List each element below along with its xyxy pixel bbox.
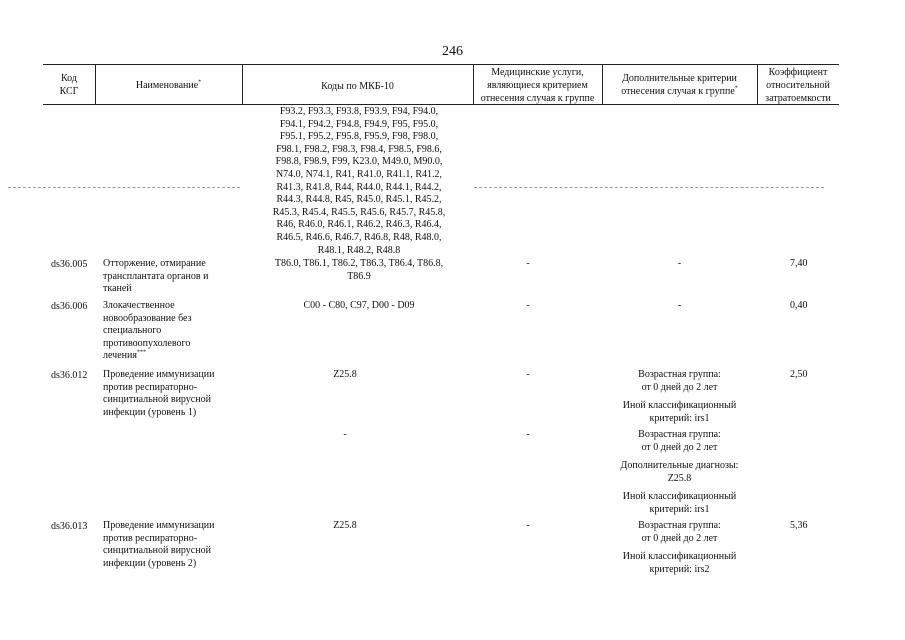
row-coef: 5,36 <box>790 520 808 531</box>
ksg-code: ds36.013 <box>51 521 88 532</box>
header-extra-line-2: отнесения случая к группе* <box>621 85 738 97</box>
row-coef: 7,40 <box>790 258 808 269</box>
row-services: - <box>526 369 530 380</box>
row-mkb: Z25.8 <box>333 369 357 380</box>
header-name-note: * <box>198 79 202 86</box>
mkb-line: F98.1, F98.2, F98.3, F98.4, F98.5, F98.6, <box>276 143 442 155</box>
scan-artifact-left <box>8 187 240 188</box>
scan-artifact-right <box>474 187 824 188</box>
row-mkb: T86.0, T86.1, T86.2, T86.3, T86.4, T86.8, T86.9 <box>274 258 444 282</box>
row-extra: Возрастная группа: от 0 дней до 2 лет Иной классификационный критерий: irs1 <box>622 369 737 424</box>
row-extra: - <box>677 258 682 269</box>
mkb-line: F98.8, F98.9, F99, K23.0, M49.0, M90.0, <box>275 156 443 168</box>
mkb-line: R46, R46.0, R46.1, R46.2, R46.3, R46.4, <box>276 219 442 231</box>
page-number: 246 <box>442 44 463 59</box>
row-services: - <box>526 520 530 531</box>
mkb-line: R41.3, R41.8, R44, R44.0, R44.1, R44.2, <box>276 181 442 193</box>
header-services-line-3: отнесения случая к группе <box>480 93 595 104</box>
row-mkb: C00 - C80, C97, D00 - D09 <box>303 300 415 311</box>
header-bottom-border <box>43 104 839 105</box>
header-services-line-1: Медицинские услуги, <box>491 67 584 78</box>
header-name <box>95 79 242 92</box>
continuation-mkb-codes <box>245 106 473 257</box>
row-coef: 0,40 <box>790 300 808 311</box>
mkb-line: R44.3, R44.8, R45, R45.0, R45.1, R45.2, <box>276 194 442 206</box>
row-mkb: Z25.8 <box>333 520 357 531</box>
header-name-text: Наименование <box>135 80 199 91</box>
header-code-line-2: КСГ <box>59 86 79 97</box>
row-name: Проведение иммунизации против респираторно- синцитиальной вирусной инфекции (уровень 2) <box>103 520 215 569</box>
row-name: Отторжение, отмирание трансплантата органов и тканей <box>103 258 209 295</box>
row-name: Злокачественное новообразование без специального противоопухолевого лечения*** <box>103 300 192 362</box>
ksg-code: ds36.012 <box>51 370 88 381</box>
footnote-marker: *** <box>136 350 146 357</box>
header-coef <box>757 66 839 105</box>
header-extra-note: * <box>734 85 738 92</box>
header-code-line-1: Код <box>61 73 77 84</box>
row-services: - <box>526 300 530 311</box>
header-coef-line-1: Коэффициент <box>768 67 828 78</box>
ksg-code: ds36.006 <box>51 301 88 312</box>
mkb-line: R46.5, R46.6, R46.7, R46.8, R48, R48.0, <box>276 231 442 243</box>
header-extra-line-1: Дополнительные критерии <box>622 73 737 84</box>
header-mkb: Коды по МКБ-10 <box>321 81 394 92</box>
ksg-code: ds36.005 <box>51 259 88 270</box>
mkb-line: R48.1, R48.2, R48.8 <box>317 244 401 256</box>
subrow-mkb: - <box>343 429 347 440</box>
row-coef: 2,50 <box>790 369 808 380</box>
mkb-line: N74.0, N74.1, R41, R41.0, R41.1, R41.2, <box>275 168 443 180</box>
header-coef-line-2: относительной <box>766 80 830 91</box>
header-extra <box>602 72 757 98</box>
header-coef-line-3: затратоемкости <box>765 93 831 104</box>
row-extra: - <box>677 300 682 311</box>
header-code <box>43 72 95 98</box>
row-services: - <box>526 258 530 269</box>
mkb-line: F95.1, F95.2, F95.8, F95.9, F98, F98.0, <box>279 131 439 143</box>
mkb-line: R45.3, R45.4, R45.5, R45.6, R45.7, R45.8, <box>272 206 446 218</box>
mkb-line: F94.1, F94.2, F94.8, F94.9, F95, F95.0, <box>279 118 439 130</box>
mkb-line: F93.2, F93.3, F93.8, F93.9, F94, F94.0, <box>279 106 439 117</box>
row-extra: Возрастная группа: от 0 дней до 2 лет Иной классификационный критерий: irs2 <box>622 520 737 575</box>
header-services-line-2: являющиеся критерием <box>487 80 588 91</box>
header-services <box>473 66 602 105</box>
row-name: Проведение иммунизации против респираторно- синцитиальной вирусной инфекции (уровень 1) <box>103 369 215 418</box>
subrow-extra: Возрастная группа: от 0 дней до 2 лет Дополнительные диагнозы: Z25.8 Иной классификационный критерий: irs1 <box>620 429 739 515</box>
header-top-border <box>43 64 839 65</box>
subrow-services: - <box>526 429 530 440</box>
